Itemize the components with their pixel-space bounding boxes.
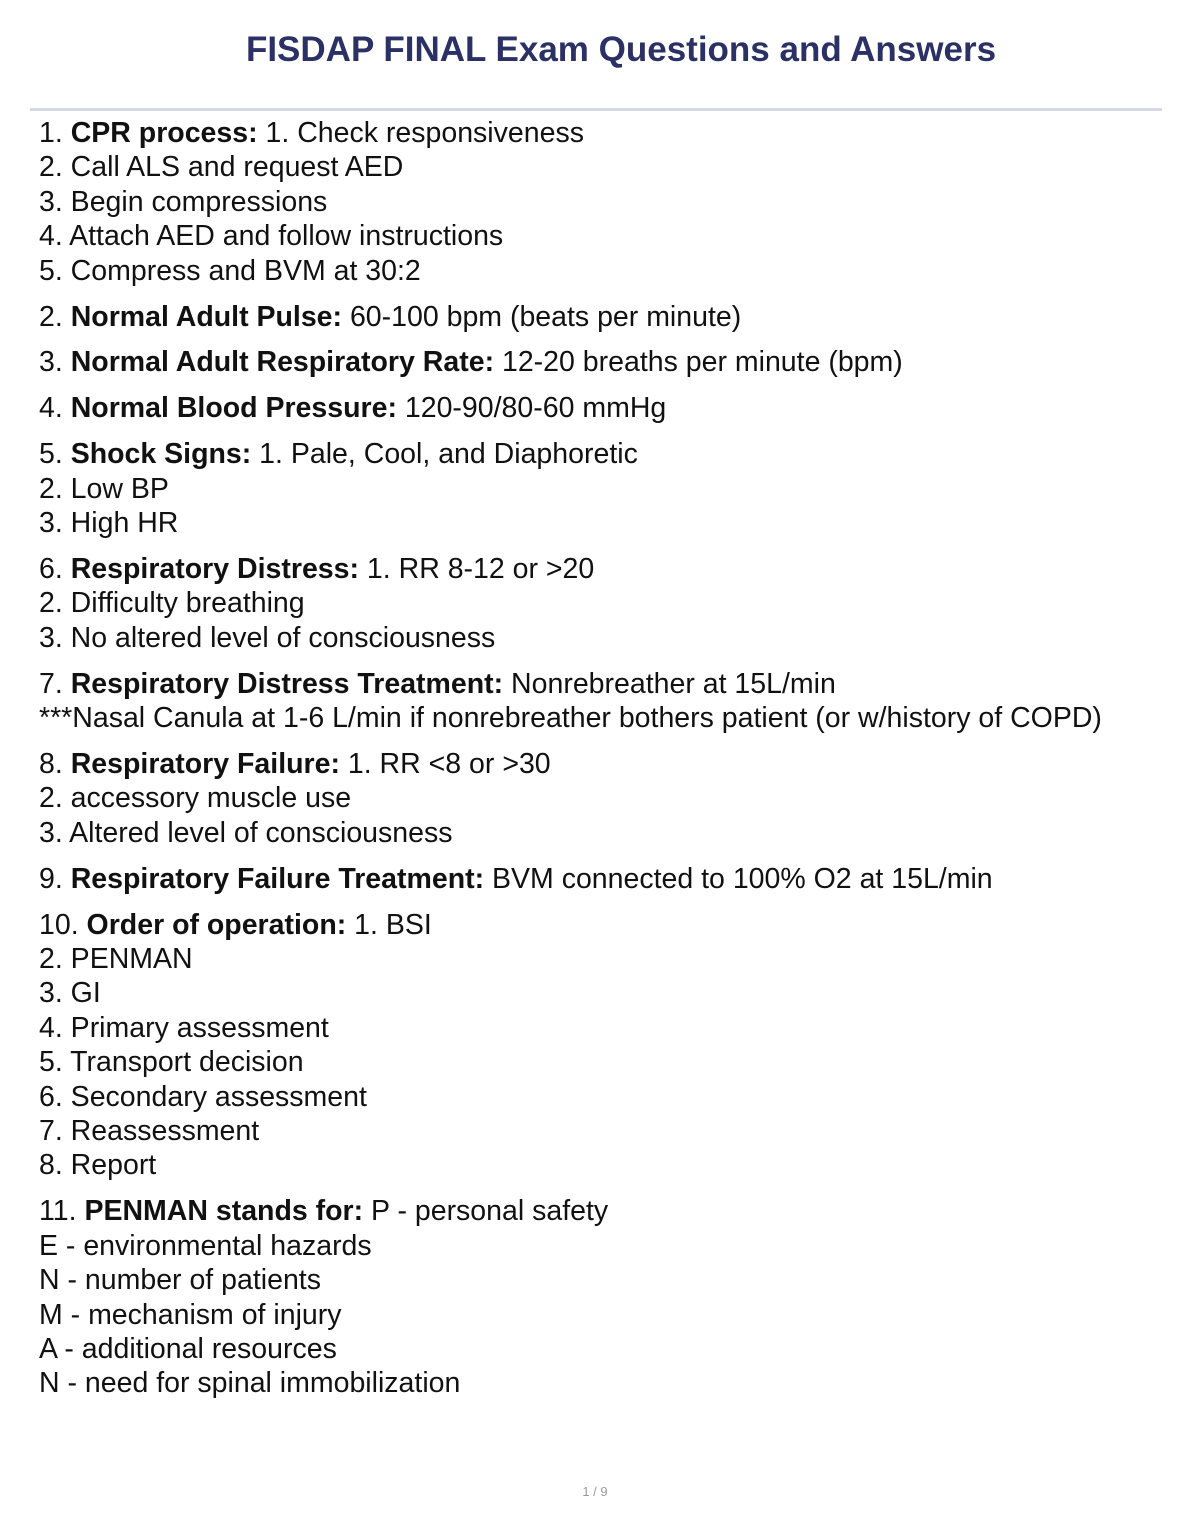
answer-line: 4. Attach AED and follow instructions <box>39 220 504 253</box>
answer-text: BVM connected to 100% O2 at 15L/min <box>492 862 993 895</box>
question-number: 5. <box>39 438 63 471</box>
answer-line: 7. Reassessment <box>39 1115 260 1148</box>
answer-line: 2. Low BP <box>39 472 169 505</box>
question-term: Normal Adult Pulse: <box>70 300 343 333</box>
question-term: Shock Signs: <box>70 438 252 471</box>
question-item <box>39 1194 1159 1400</box>
answer-line: E - environmental hazards <box>39 1229 372 1262</box>
answer-line: N - need for spinal immobilization <box>39 1367 461 1400</box>
question-item <box>39 552 1159 655</box>
answer-line: A - additional resources <box>39 1333 337 1365</box>
answer-line: 6. Secondary assessment <box>39 1080 367 1113</box>
answer-line: 3. GI <box>39 977 101 1010</box>
question-number: 7. <box>39 667 63 700</box>
answer-text: 1. RR <8 or >30 <box>347 748 551 780</box>
question-term: Normal Blood Pressure: <box>70 392 397 425</box>
question-item <box>39 747 1159 850</box>
question-first-line <box>39 1194 1159 1228</box>
question-number: 11. <box>39 1195 77 1228</box>
answer-line: N - number of patients <box>39 1264 321 1297</box>
answer-line: 2. accessory muscle use <box>39 782 352 815</box>
question-first-line <box>39 300 1159 334</box>
question-first-line <box>39 908 1159 942</box>
question-first-line <box>39 552 1159 586</box>
answer-text: 1. Check responsiveness <box>265 117 584 149</box>
question-first-line <box>39 862 1159 896</box>
answer-text: 1. BSI <box>354 908 432 941</box>
answer-line: ***Nasal Canula at 1-6 L/min if nonrebreather bothers patient (or w/history of COPD) <box>39 702 1102 735</box>
answer-line: 8. Report <box>39 1149 157 1182</box>
question-item <box>39 345 1159 379</box>
question-number: 9. <box>39 862 63 895</box>
answer-text: 120-90/80-60 mmHg <box>404 392 667 425</box>
question-term: Respiratory Failure: <box>70 748 340 780</box>
question-number: 6. <box>39 552 63 585</box>
question-list <box>39 116 1159 1412</box>
question-item <box>39 437 1159 540</box>
answer-line: 3. High HR <box>39 507 179 540</box>
answer-text: 1. RR 8-12 or >20 <box>366 552 595 585</box>
answer-text: 60-100 bpm (beats per minute) <box>349 300 742 333</box>
question-item <box>39 391 1159 425</box>
question-number: 1. <box>39 117 63 149</box>
question-number: 10. <box>39 908 79 941</box>
question-first-line <box>39 667 1159 701</box>
question-item <box>39 667 1159 736</box>
question-first-line <box>39 437 1159 471</box>
answer-line: 2. PENMAN <box>39 943 193 976</box>
question-term: Order of operation: <box>86 908 347 941</box>
page-title: FISDAP FINAL Exam Questions and Answers <box>245 30 997 69</box>
question-first-line <box>39 345 1159 379</box>
answer-line: 2. Call ALS and request AED <box>39 151 404 184</box>
answer-text: Nonrebreather at 15L/min <box>511 667 836 700</box>
question-number: 8. <box>39 748 63 780</box>
question-term: Respiratory Distress Treatment: <box>70 667 504 700</box>
question-term: Normal Adult Respiratory Rate: <box>70 346 495 379</box>
question-number: 3. <box>39 346 63 379</box>
question-term: CPR process: <box>70 117 258 149</box>
answer-line: 5. Transport decision <box>39 1046 304 1079</box>
question-term: Respiratory Failure Treatment: <box>70 862 485 895</box>
question-item <box>39 908 1159 1183</box>
answer-line: 5. Compress and BVM at 30:2 <box>39 254 421 287</box>
question-number: 4. <box>39 392 63 425</box>
question-first-line <box>39 747 1159 781</box>
question-item <box>39 116 1159 288</box>
answer-line: 3. Begin compressions <box>39 185 328 218</box>
answer-line: 2. Difficulty breathing <box>39 587 305 620</box>
page-indicator: 1 / 9 <box>582 1484 608 1499</box>
answer-text: P - personal safety <box>371 1195 609 1228</box>
answer-line: 3. No altered level of consciousness <box>39 621 496 654</box>
answer-line: 3. Altered level of consciousness <box>39 816 453 849</box>
question-item <box>39 862 1159 896</box>
answer-text: 1. Pale, Cool, and Diaphoretic <box>259 438 638 471</box>
question-first-line <box>39 116 1159 150</box>
answer-line: M - mechanism of injury <box>39 1298 342 1331</box>
question-number: 2. <box>39 300 63 333</box>
answer-text: 12-20 breaths per minute (bpm) <box>501 346 903 379</box>
title-divider <box>30 108 1162 111</box>
answer-line: 4. Primary assessment <box>39 1011 329 1044</box>
question-term: Respiratory Distress: <box>70 552 359 585</box>
question-item <box>39 300 1159 334</box>
question-first-line <box>39 391 1159 425</box>
question-term: PENMAN stands for: <box>84 1195 364 1228</box>
